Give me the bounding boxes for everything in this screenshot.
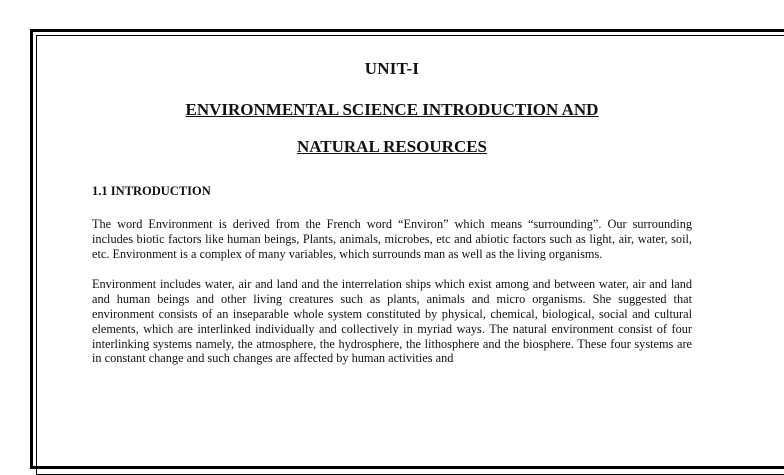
section-heading: 1.1 INTRODUCTION [92,184,211,198]
main-title-line2: NATURAL RESOURCES [296,137,488,156]
paragraph-1: The word Environment is derived from the French word “Environ” which means “surrounding”. Our surrounding includes biotic factors like human beings, Plants, animals, microbes, etc and abiotic factors such as light, air, water, soil, etc. Environment is a complex of many variables, which surrounds man as well as the living organisms. [92,217,692,261]
main-title-line1: ENVIRONMENTAL SCIENCE INTRODUCTION AND [185,100,599,119]
document-content [92,58,692,366]
paragraph-2: Environment includes water, air and land and the interrelation ships which exist among and between water, air and land and human beings and other living creatures such as plants, animals and micro organisms. She suggested that environment consists of an inseparable whole system constituted by physical, chemical, biological, social and cultural elements, which are interlinked individually and collectively in myriad ways. The natural environment consist of four interlinking systems namely, the atmosphere, the hydrosphere, the lithosphere and the biosphere. These four systems are in constant change and such changes are affected by human activities and [92,277,692,366]
unit-title: UNIT-I [364,59,420,78]
